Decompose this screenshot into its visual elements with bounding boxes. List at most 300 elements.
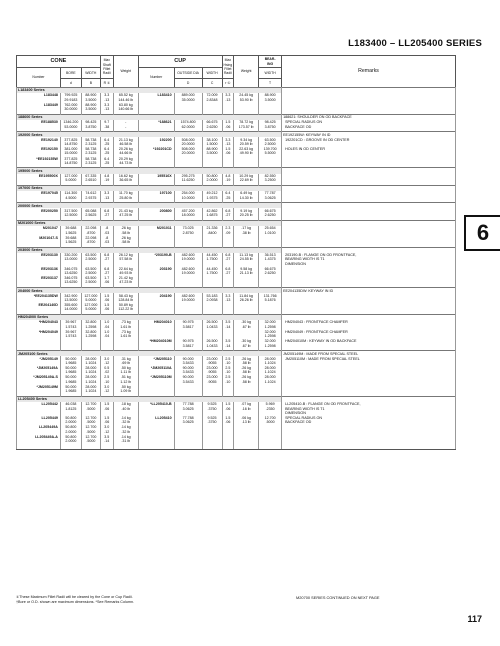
table-row (17, 425, 456, 434)
cone-width-value (81, 137, 100, 146)
cup-fillet-value (222, 276, 234, 285)
cone-fillet-value-line: 1.7 (104, 276, 110, 281)
cup-width-value-line: 2.0938 (206, 297, 218, 302)
bore-value-line: 4.5000 (65, 195, 77, 200)
cup-width-value-line: 26.500 (206, 339, 218, 344)
cone-weight-value-line: .31 lb (121, 438, 131, 443)
bearing-header: BEAR- ING (259, 56, 282, 68)
cone-width-value-line: .8700 (86, 239, 96, 244)
od-value (174, 303, 202, 312)
cone-fillet-value-line: .25 (104, 151, 110, 156)
bore-value-line: 346.075 (64, 276, 78, 281)
od-value (174, 384, 202, 393)
cone-width-value-line: 88.900 (85, 102, 97, 107)
cup-weight-value-line: 22.63 kg (239, 147, 254, 152)
cone-weight-header: Weight (113, 56, 138, 88)
cup-width-value (202, 235, 222, 244)
od-value (174, 416, 202, 425)
cone-fillet-value-line: 0.5 (104, 366, 110, 371)
cone-fillet-value (100, 303, 113, 312)
od-header: OUTSIDE DIA (174, 68, 202, 79)
cone-fillet-value-line: 2.5 (104, 375, 110, 380)
od-value-line: 3.0625 (182, 406, 194, 411)
remarks-cell (282, 174, 456, 183)
cup-fillet-value-line: .06 (225, 406, 231, 411)
cone-weight-value (113, 226, 138, 235)
cone-weight-value-line: 63.80 kg (118, 102, 133, 107)
cone-width-value (81, 191, 100, 200)
cone-fillet-value (100, 208, 113, 217)
bearing-width-value-line: 2.5000 (264, 142, 276, 147)
bore-value (60, 375, 81, 384)
od-value-line: 254.000 (181, 191, 195, 196)
bearing-width-value-line: 63.500 (264, 137, 276, 142)
remarks-cell (282, 253, 456, 267)
cup-fillet-value (222, 266, 234, 275)
cone-number: *EE204135DW (17, 293, 61, 302)
cup-width-value-line: 23.000 (206, 366, 218, 371)
cup-number: 200800 (138, 208, 174, 217)
cup-fillet-value-line: .27 (225, 257, 231, 262)
cone-fillet-value-line: .06 (104, 406, 110, 411)
cone-width-value (81, 434, 100, 443)
od-value-line: 889.000 (181, 93, 195, 98)
cup-weight-header: Weight (234, 56, 259, 88)
bearing-width-value-line: 1.2598 (264, 334, 276, 339)
remarks-cell (282, 416, 456, 425)
cone-number: LL205449A-A (17, 434, 61, 443)
cup-weight-value (234, 366, 259, 375)
cup-width-value-line: 50.800 (206, 173, 218, 178)
od-value (174, 293, 202, 302)
cup-number: 204190 (138, 293, 174, 302)
cone-fillet-value-line: 6.8 (104, 266, 110, 271)
cup-weight-value (234, 329, 259, 338)
end-cell (202, 446, 222, 449)
cup-weight-value (234, 425, 259, 434)
cup-fillet-value-line: 6.8 (225, 253, 231, 258)
bore-value (60, 425, 81, 434)
cone-width-value-line: .5000 (86, 406, 96, 411)
cone-fillet-value (100, 416, 113, 425)
remark-line: 188621: SHOULDER ON OD BACKFACE (283, 115, 352, 120)
bearing-width-value-line: 77.787 (264, 191, 276, 196)
remarks-cell (282, 266, 456, 275)
end-cell (100, 446, 113, 449)
cone-width-value-line: 63.500 (85, 253, 97, 258)
cone-weight-value-line: 49.93 lb (119, 271, 133, 276)
cup-weight-value-line: 21.13 lb (239, 271, 253, 276)
bore-value-line: 1.9685 (65, 360, 77, 365)
cone-fillet-value-line: 3.3 (104, 102, 110, 107)
cone-fillet-value (100, 156, 113, 165)
cup-fillet-value-line: .19 (225, 178, 231, 183)
remarks-cell (282, 226, 456, 235)
cone-weight-value (113, 425, 138, 434)
cone-fillet-value-line: .13 (104, 107, 110, 112)
table-row (17, 93, 456, 102)
bearing-width-value-line: 28.000 (264, 375, 276, 380)
cup-weight-value-line: 53.90 lb (239, 97, 253, 102)
od-value-line: 77.788 (182, 415, 194, 420)
cone-fillet-value-line: 6.4 (104, 137, 110, 142)
bore-value-line: 39.688 (65, 226, 77, 231)
remarks-cell (282, 402, 456, 416)
od-value-line: 90.000 (182, 366, 194, 371)
cone-weight-value-line: 50.89 kg (118, 303, 133, 308)
cup-width-value-line: 1.0433 (206, 343, 218, 348)
bore-value-line: 1.9685 (65, 389, 77, 394)
cup-fillet-value (222, 120, 234, 129)
cone-width-value-line: 32.800 (85, 320, 97, 325)
bearing-width-value-line: 1.4375 (264, 257, 276, 262)
cup-width-value (202, 226, 222, 235)
end-cell (17, 446, 61, 449)
cone-fillet-value-line: .06 (104, 307, 110, 312)
bore-value-line: 381.000 (64, 147, 78, 152)
footnotes (16, 595, 134, 604)
width-symbol: B (81, 79, 100, 88)
remarks-cell (282, 339, 456, 348)
cup-width-value (202, 276, 222, 285)
cup-number (138, 156, 174, 165)
cone-fillet-value-line: .04 (104, 324, 110, 329)
cone-width-value (81, 147, 100, 156)
bore-value-line: 2.0000 (65, 420, 77, 425)
od-value-line: 19.0000 (181, 271, 195, 276)
cup-width-value-line: 3.5000 (206, 151, 218, 156)
remarks-cell (282, 156, 456, 165)
cone-width-value (81, 384, 100, 393)
od-value-line: 508.000 (181, 147, 195, 152)
cup-fillet-value-line: .06 (225, 124, 231, 129)
bearing-width-value-line: 3.0625 (264, 195, 276, 200)
remark-line: SPECIAL RADIUS ON (285, 120, 323, 125)
cone-weight-value-line: 144.46 lb (118, 97, 134, 102)
cone-width-value (81, 366, 100, 375)
bearing-width-value-line: 28.000 (264, 366, 276, 371)
cup-number-header: Number (138, 68, 174, 88)
table-row (17, 434, 456, 443)
footnote-1: ①These Maximum Fillet Radii will be cleared by the Cone or Cup Radii. (16, 595, 133, 599)
cup-fillet-value-line: .10 (225, 379, 231, 384)
cone-weight-value (113, 253, 138, 267)
cup-fillet-value (222, 226, 234, 235)
od-value (174, 137, 202, 146)
cone-fillet-value (100, 102, 113, 111)
od-value (174, 402, 202, 416)
cone-fillet-value-line: 9.7 (104, 120, 110, 125)
cone-number: *JM205149M (17, 384, 61, 393)
cone-weight-value (113, 434, 138, 443)
cup-width-value-line: 2.6250 (206, 124, 218, 129)
cup-fillet-value (222, 425, 234, 434)
cone-fillet-value (100, 402, 113, 416)
cone-fillet-value-line: .27 (104, 257, 110, 262)
od-value-line: 19.0000 (181, 297, 195, 302)
cup-width-value (202, 356, 222, 365)
cone-width-value-line: 12.700 (85, 402, 97, 407)
cup-weight-value (234, 356, 259, 365)
bearing-width-value-line: 82.550 (264, 173, 276, 178)
cone-width-value (81, 226, 100, 235)
cone-width-value (81, 375, 100, 384)
series-label: 192000 Series (17, 132, 282, 138)
cone-fillet-value-line: .19 (104, 178, 110, 183)
cup-width-value (202, 293, 222, 302)
od-value (174, 120, 202, 129)
bore-value-line: 50.800 (65, 434, 77, 439)
cone-number: M201047-S (17, 235, 61, 244)
bearing-width-value (259, 425, 282, 434)
cone-fillet-value-line: 1.5 (104, 415, 110, 420)
bore-value (60, 266, 81, 275)
remark-line: HM204049 : FRONTFACE CHAMFER (285, 329, 348, 334)
cup-width-value (202, 147, 222, 156)
cone-fillet-value (100, 356, 113, 365)
cup-fillet-value (222, 253, 234, 267)
bearing-width-value-line: 2.6250 (264, 213, 276, 218)
od-value-line: 457.200 (181, 208, 195, 213)
cone-width-value (81, 208, 100, 217)
cone-number: LL205449 (17, 416, 61, 425)
cone-weight-value-line: 20.29 kg (118, 156, 133, 161)
bore-value (60, 356, 81, 365)
cup-number (138, 276, 174, 285)
bore-value-line: 39.967 (65, 320, 77, 325)
cone-width-value-line: 2.3125 (85, 160, 97, 165)
cup-fillet-value-line: .13 (225, 297, 231, 302)
cup-weight-value (234, 156, 259, 165)
cone-width-value (81, 293, 100, 302)
cone-weight-value (113, 93, 138, 102)
cone-fillet-value-line: 1.5 (104, 293, 110, 298)
cone-width-value-line: 63.500 (85, 276, 97, 281)
bore-value (60, 303, 81, 312)
cone-number: LL205442 (17, 402, 61, 416)
cup-fillet-value-line: 3.3 (225, 93, 231, 98)
r-symbol: R ① (100, 79, 113, 88)
od-value-line: 19.0000 (181, 257, 195, 262)
cup-width-value (202, 303, 222, 312)
bearing-width-value (259, 156, 282, 165)
cone-number: EE192150 (17, 147, 61, 156)
cone-weight-value-line: .73 kg (120, 329, 131, 334)
cup-weight-value-line: .67 lb (241, 324, 251, 329)
cone-weight-value (113, 137, 138, 146)
max-fillet-cone-header: Max Shaft Fillet Radii (100, 56, 113, 79)
cone-fillet-value-line: .13 (104, 97, 110, 102)
cup-weight-value-line: .13 lb (241, 420, 251, 425)
cone-weight-value-line: 128.84 lb (118, 297, 134, 302)
cup-weight-value (234, 339, 259, 348)
od-value-line: 90.975 (182, 320, 194, 325)
od-value (174, 366, 202, 375)
cone-weight-value-line: 21.42 kg (118, 276, 133, 281)
cone-number: *HM204043 (17, 320, 61, 329)
series-label: 195000 Series (17, 168, 282, 174)
cone-weight-value-line: 46.58 lb (119, 142, 133, 147)
cup-weight-value-line: 10.29 kg (239, 173, 254, 178)
bearing-width-value-line: 66.675 (264, 208, 276, 213)
cup-weight-value-line: 14.30 lb (239, 195, 253, 200)
cone-width-value-line: 2.6510 (85, 178, 97, 183)
bore-value-line: 342.900 (64, 293, 78, 298)
cup-weight-value-line: 9.19 kg (240, 208, 253, 213)
cup-number: M201011 (138, 226, 174, 235)
cup-number (138, 303, 174, 312)
cone-weight-value-line: 57.58 lb (119, 257, 133, 262)
cup-width-value-line: 23.000 (206, 356, 218, 361)
cone-fillet-value-line: .27 (104, 271, 110, 276)
cup-width-value-line: 23.000 (206, 375, 218, 380)
cone-fillet-value (100, 120, 113, 129)
cup-width-value (202, 191, 222, 200)
bearing-width-value-line: 2.6250 (264, 271, 276, 276)
cone-weight-value-line: .73 kg (120, 320, 131, 325)
cup-number (138, 384, 174, 393)
cone-weight-value-line: - (125, 120, 127, 125)
cone-number: EE204140D (17, 303, 61, 312)
cup-weight-value-line: 9.34 kg (240, 137, 253, 142)
cup-fillet-value-line: .14 (225, 343, 231, 348)
cup-weight-value (234, 120, 259, 129)
cup-width-value-line: 1.6875 (206, 213, 218, 218)
end-cell (282, 446, 456, 449)
cone-number: EE203136 (17, 266, 61, 275)
cone-fillet-value (100, 191, 113, 200)
table-row (17, 235, 456, 244)
cup-weight-value (234, 147, 259, 156)
cup-number: HM204010 (138, 320, 174, 329)
bearing-width-value (259, 402, 282, 416)
cup-weight-value-line: 6.49 kg (240, 191, 253, 196)
cup-number: 192200 (138, 137, 174, 146)
cone-fillet-value-line: .12 (104, 360, 110, 365)
bore-value-line: 13.6250 (64, 271, 78, 276)
bore-value (60, 174, 81, 183)
cone-fillet-value-line: .12 (104, 389, 110, 394)
cup-fillet-value-line: .09 (225, 230, 231, 235)
cup-number: *HM204010M (138, 339, 174, 348)
bore-value-line: 50.800 (65, 415, 77, 420)
bearing-width-value (259, 320, 282, 329)
end-cell (222, 446, 234, 449)
cup-weight-value-line: .06 kg (241, 415, 252, 420)
bearing-width-value-line: 1.1024 (264, 379, 276, 384)
od-value (174, 174, 202, 183)
cone-weight-value (113, 366, 138, 375)
cone-weight-value-line: 65.52 kg (118, 93, 133, 98)
bore-value-line: 50.000 (65, 375, 77, 380)
cone-fillet-value (100, 375, 113, 384)
bore-value-line: 1.5743 (65, 324, 77, 329)
od-value (174, 320, 202, 329)
bearing-width-value-line: 1.1024 (264, 370, 276, 375)
cone-width-value-line: 1.1024 (85, 379, 97, 384)
bore-value-line: 14.0000 (64, 307, 78, 312)
cone-width-value-line: 1.1024 (85, 360, 97, 365)
cup-weight-value-line: .67 lb (241, 343, 251, 348)
bearing-width-value-line: 5.5000 (264, 151, 276, 156)
table-row (17, 384, 456, 393)
cup-width-value-line: 44.450 (206, 253, 218, 258)
remarks-cell (282, 235, 456, 244)
series-label: 200000 Series (17, 203, 282, 209)
cone-width-value-line: 5.0000 (85, 307, 97, 312)
od-value-line: 482.600 (181, 293, 195, 298)
cone-width-value (81, 120, 100, 129)
bearing-width-value (259, 174, 282, 183)
cone-width-value-line: 98.425 (85, 120, 97, 125)
remarks-cell (282, 137, 456, 146)
cone-width-value (81, 102, 100, 111)
bearing-width-value (259, 416, 282, 425)
cone-weight-value-line: 36.65 lb (119, 178, 133, 183)
od-value (174, 156, 202, 165)
cone-number: *JM205149A-S (17, 375, 61, 384)
bearing-width-value-line: 3.2500 (264, 178, 276, 183)
bore-header: BORE (60, 68, 81, 79)
cone-fillet-value-line: 1.0 (104, 320, 110, 325)
cone-fillet-value (100, 276, 113, 285)
cup-fillet-value (222, 329, 234, 338)
bore-value-line: 762.000 (64, 102, 78, 107)
cone-weight-value-line: 112.22 lb (118, 307, 134, 312)
cone-width-value (81, 156, 100, 165)
cone-fillet-value-line: 3.5 (104, 434, 110, 439)
cone-width-value-line: 1.1024 (85, 389, 97, 394)
cup-number: LL205410 (138, 416, 174, 425)
table-row (17, 174, 456, 183)
cone-fillet-value-line: .03 (104, 230, 110, 235)
cone-width-value-line: 67.335 (85, 173, 97, 178)
od-value-line: 2.8750 (182, 230, 194, 235)
od-value (174, 226, 202, 235)
cone-width-value (81, 253, 100, 267)
cone-weight-value (113, 191, 138, 200)
remarks-cell (282, 293, 456, 302)
cone-width-value (81, 329, 100, 338)
table-row (17, 191, 456, 200)
cone-weight-value-line: 25.80 lb (119, 195, 133, 200)
bore-value-line: 39.688 (65, 235, 77, 240)
cup-number (138, 425, 174, 434)
series-label: M201000 Series (17, 220, 282, 226)
cup-width-value (202, 329, 222, 338)
cone-fillet-value (100, 226, 113, 235)
cone-width-value-line: 2.5000 (85, 271, 97, 276)
cup-width-value (202, 266, 222, 275)
cup-width-value (202, 375, 222, 384)
cup-weight-value-line: .58 lb (241, 360, 251, 365)
od-value-line: 18.0000 (181, 213, 195, 218)
cone-weight-value-line: 11.70 kg (118, 191, 133, 196)
cone-weight-value-line: 26.12 kg (118, 253, 133, 258)
cup-weight-value-line: .58 lb (241, 370, 251, 375)
cone-weight-value (113, 384, 138, 393)
cone-fillet-value-line: .27 (104, 213, 110, 218)
od-value (174, 329, 202, 338)
cup-fillet-value (222, 356, 234, 365)
od-value-line: 508.000 (181, 137, 195, 142)
bearing-width-value (259, 226, 282, 235)
bearing-width-value-line: .5000 (265, 420, 275, 425)
bore-value-line: 53.0000 (64, 124, 78, 129)
cone-weight-value (113, 102, 138, 111)
bore-value (60, 402, 81, 416)
cone-fillet-value-line: 3.3 (104, 93, 110, 98)
